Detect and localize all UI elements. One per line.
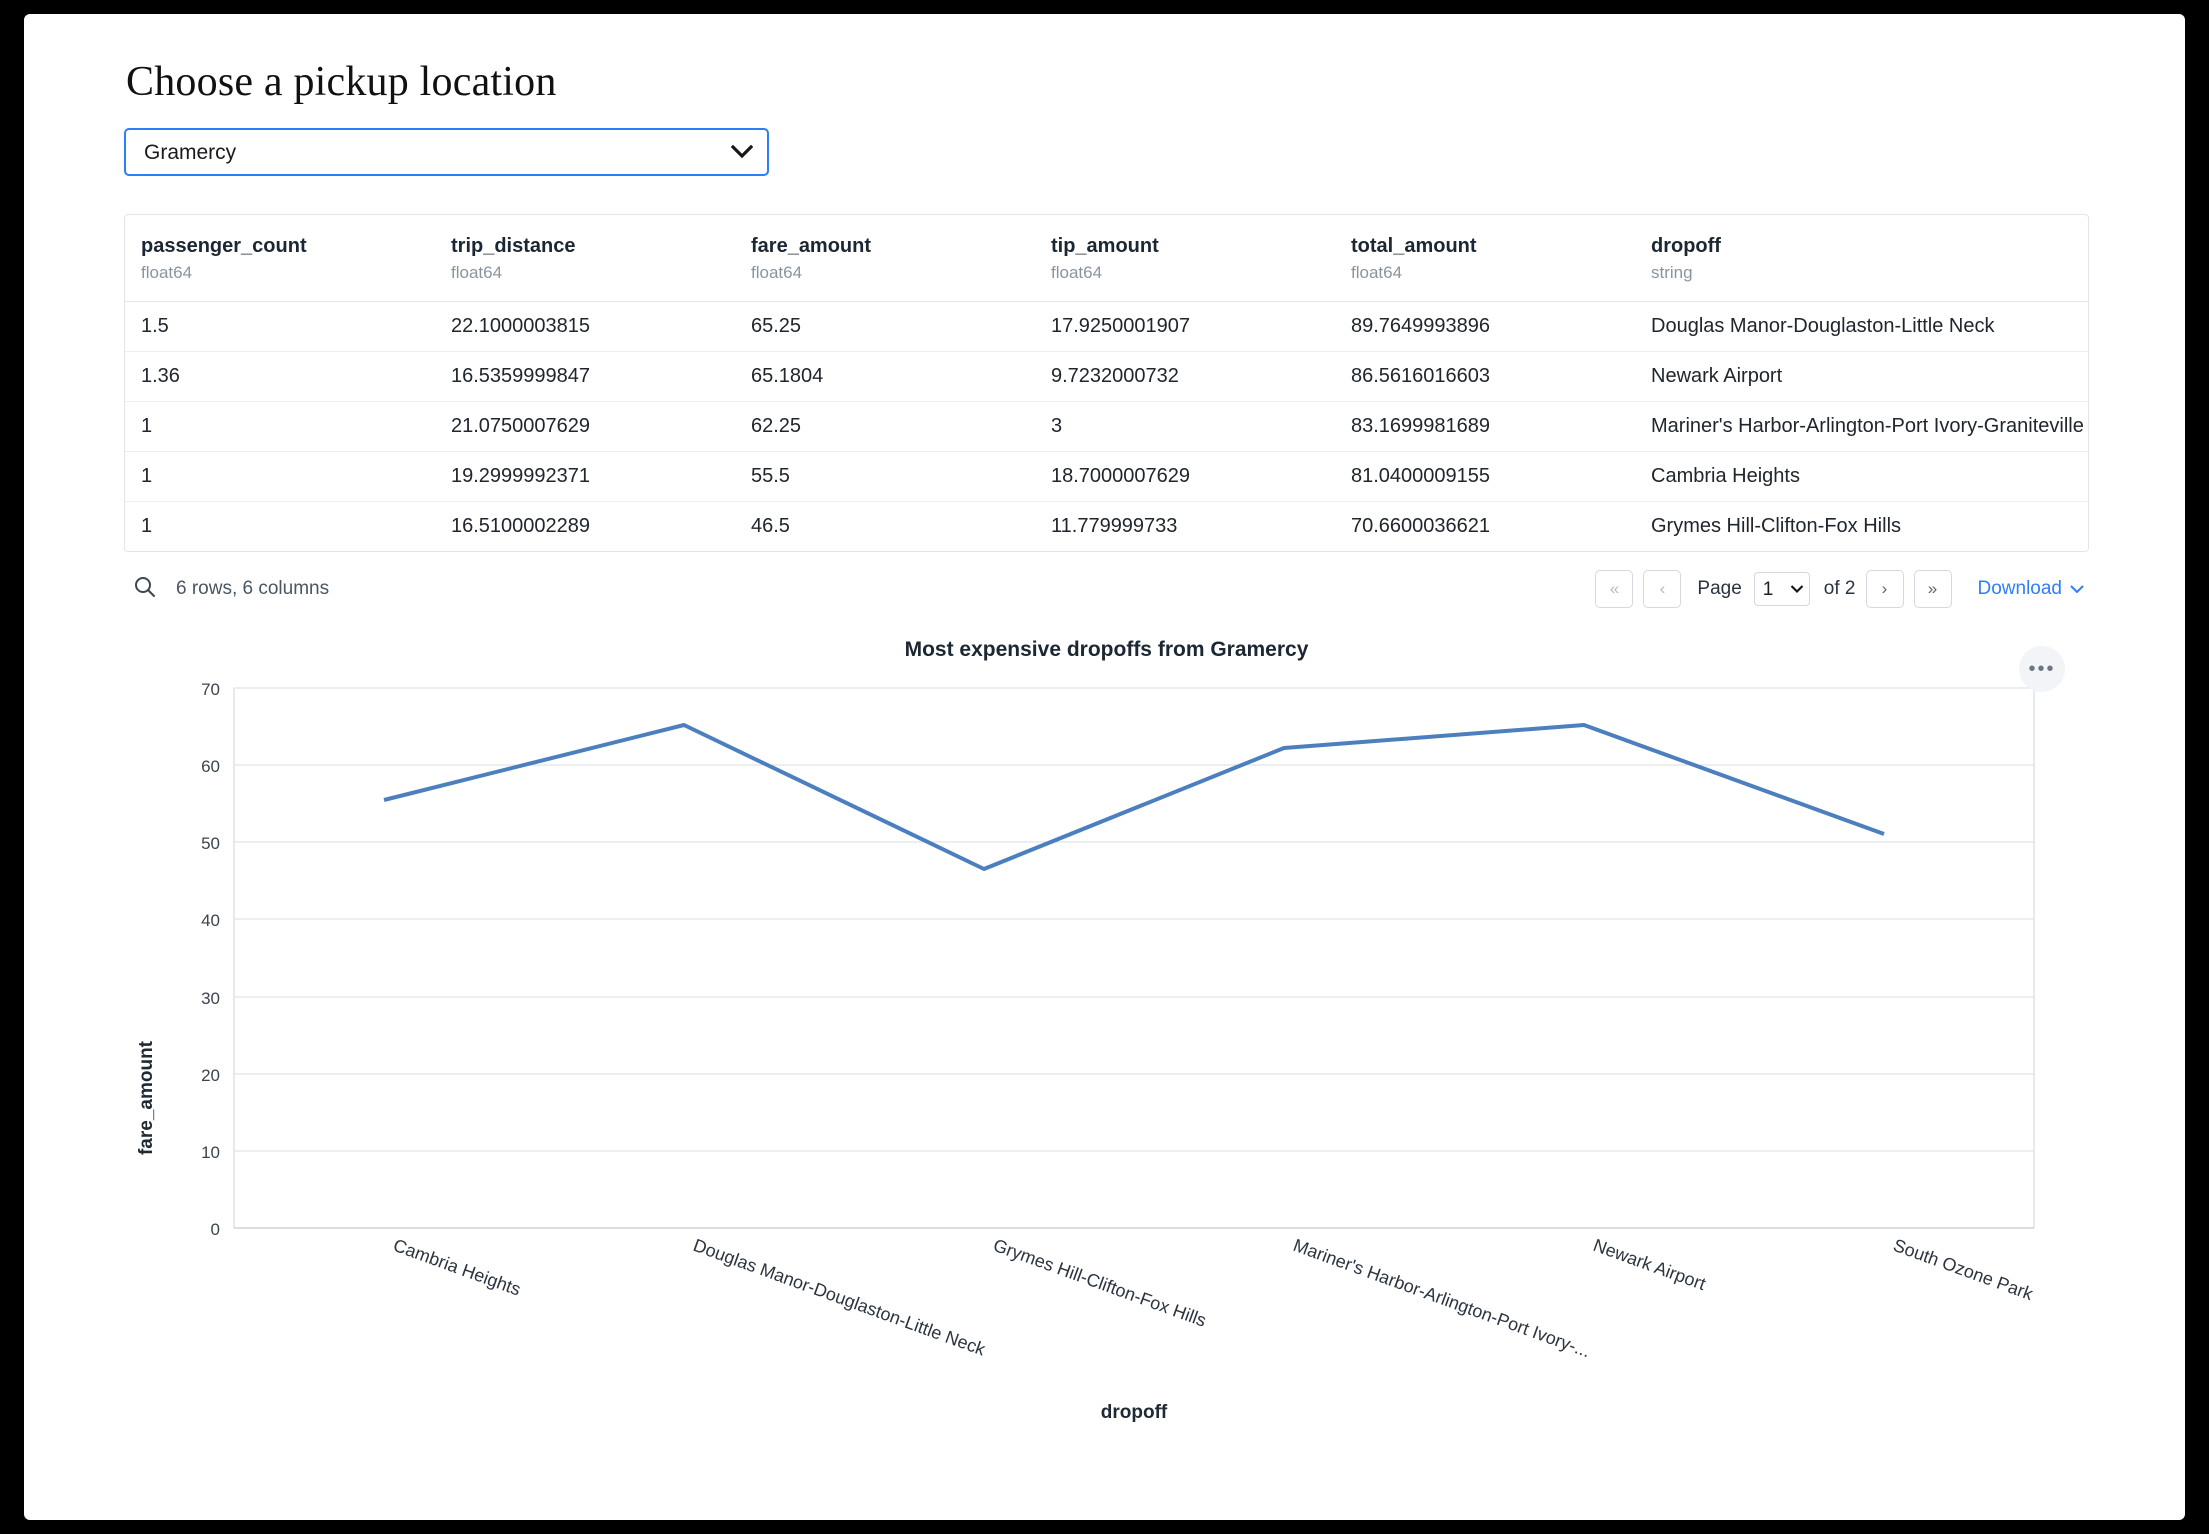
table-footer (124, 558, 2089, 620)
column-dtype: float64 (751, 263, 803, 282)
column-header-trip-distance[interactable] (435, 215, 735, 302)
cell-trip-distance: 21.0750007629 (435, 402, 735, 452)
table-body (125, 302, 2088, 552)
x-tick-label: Newark Airport (1590, 1234, 1709, 1295)
download-label: Download (1977, 578, 2062, 599)
cell-fare-amount: 65.25 (735, 302, 1035, 352)
cell-passenger-count: 1.5 (125, 302, 435, 352)
y-axis-title: fare_amount (136, 1040, 157, 1156)
y-tick-label: 30 (201, 989, 220, 1008)
column-name: trip_distance (451, 235, 576, 257)
chart-block (124, 638, 2089, 1458)
last-page-button[interactable]: » (1914, 570, 1952, 608)
column-dtype: float64 (451, 263, 503, 282)
table-header-row (125, 215, 2088, 302)
y-tick-label: 60 (201, 757, 220, 776)
app-page (24, 14, 2185, 1520)
column-dtype: string (1651, 263, 1693, 282)
cell-total-amount: 70.6600036621 (1351, 515, 1491, 537)
next-page-button[interactable]: › (1866, 570, 1904, 608)
chevron-down-icon (2069, 578, 2085, 600)
rows-columns-info: 6 rows, 6 columns (176, 578, 330, 599)
cell-dropoff: Newark Airport (1635, 352, 2088, 402)
table-row[interactable] (125, 402, 2088, 452)
column-dtype: float64 (1351, 263, 1403, 282)
page-select-wrapper[interactable] (1754, 572, 1810, 606)
column-name: tip_amount (1051, 235, 1159, 257)
cell-dropoff: Grymes Hill-Clifton-Fox Hills (1651, 515, 1902, 537)
cell-tip-amount: 9.7232000732 (1035, 352, 1335, 402)
table-head (125, 215, 2088, 302)
cell-dropoff: Cambria Heights (1635, 452, 2088, 502)
first-page-button[interactable]: « (1595, 570, 1633, 608)
cell-total-amount: 81.0400009155 (1335, 452, 1635, 502)
table-row[interactable] (125, 502, 2088, 552)
y-tick-label: 40 (201, 911, 220, 930)
x-axis-ticks (391, 1235, 2037, 1361)
chart-menu-icon[interactable]: ••• (2019, 646, 2065, 692)
x-tick-label: South Ozone Park (1890, 1234, 2036, 1305)
cell-passenger-count: 1 (125, 402, 435, 452)
x-axis-title: dropoff (1100, 1402, 1168, 1423)
column-dtype: float64 (141, 263, 193, 282)
cell-tip-amount: 3 (1035, 402, 1335, 452)
y-tick-label: 20 (201, 1066, 220, 1085)
cell-tip-amount: 17.9250001907 (1035, 302, 1335, 352)
page-select[interactable] (1754, 572, 1810, 606)
column-header-tip-amount[interactable] (1035, 215, 1335, 302)
cell-trip-distance: 19.2999992371 (435, 452, 735, 502)
download-button[interactable] (1978, 578, 2086, 600)
cell-total-amount: 86.5616016603 (1335, 352, 1635, 402)
y-tick-label: 50 (201, 834, 220, 853)
page-title: Choose a pickup location (126, 59, 557, 105)
page-label: Page (1697, 578, 1742, 599)
previous-page-button[interactable]: ‹ (1643, 570, 1681, 608)
cell-passenger-count: 1 (125, 452, 435, 502)
cell-total-amount: 89.7649993896 (1335, 302, 1635, 352)
cell-passenger-count: 1.36 (125, 352, 435, 402)
cell-fare-amount: 65.1804 (735, 352, 1035, 402)
column-dtype: float64 (1051, 263, 1103, 282)
table-row[interactable] (125, 352, 2088, 402)
pickup-location-select-wrapper[interactable] (124, 128, 769, 176)
column-name: total_amount (1351, 235, 1477, 257)
column-header-total-amount[interactable] (1335, 215, 1635, 302)
pagination (1595, 570, 1951, 608)
y-tick-label: 70 (201, 680, 220, 699)
x-tick-label: Douglas Manor-Douglaston-Little Neck (690, 1234, 988, 1360)
cell-dropoff: Douglas Manor-Douglaston-Little Neck (1635, 302, 2088, 352)
cell-trip-distance: 22.1000003815 (435, 302, 735, 352)
data-table (125, 215, 2088, 551)
search-icon[interactable] (132, 574, 158, 605)
column-name: fare_amount (751, 235, 872, 257)
table-row[interactable] (125, 452, 2088, 502)
x-tick-label: Mariner's Harbor-Arlington-Port Ivory-... (1290, 1234, 1594, 1362)
x-tick-label: Cambria Heights (390, 1234, 524, 1300)
cell-fare-amount: 55.5 (735, 452, 1035, 502)
y-tick-label: 0 (210, 1220, 220, 1239)
column-header-fare-amount[interactable] (735, 215, 1035, 302)
y-tick-label: 10 (201, 1143, 220, 1162)
data-table-card (124, 214, 2089, 552)
column-header-dropoff[interactable] (1635, 215, 2088, 302)
line-chart (124, 668, 2084, 1458)
cell-fare-amount: 46.5 (751, 515, 790, 537)
cell-tip-amount: 11.779999733 (1051, 515, 1178, 537)
chart-title: Most expensive dropoffs from Gramercy (904, 638, 1309, 661)
page-content (24, 14, 2185, 1458)
x-tick-label: Grymes Hill-Clifton-Fox Hills (990, 1234, 1209, 1331)
column-name: passenger_count (141, 235, 307, 257)
pickup-location-select[interactable] (124, 128, 769, 176)
cell-dropoff: Mariner's Harbor-Arlington-Port Ivory-Graniteville (1635, 402, 2088, 452)
table-row[interactable] (125, 302, 2088, 352)
y-axis-ticks (201, 680, 220, 1239)
column-name: dropoff (1651, 235, 1721, 257)
cell-tip-amount: 18.7000007629 (1035, 452, 1335, 502)
cell-trip-distance: 16.5100002289 (451, 515, 591, 537)
page-total-label: of 2 (1823, 578, 1856, 599)
column-header-passenger-count[interactable] (125, 215, 435, 302)
cell-trip-distance: 16.5359999847 (435, 352, 735, 402)
cell-total-amount: 83.1699981689 (1335, 402, 1635, 452)
cell-passenger-count: 1 (141, 515, 153, 537)
cell-fare-amount: 62.25 (735, 402, 1035, 452)
